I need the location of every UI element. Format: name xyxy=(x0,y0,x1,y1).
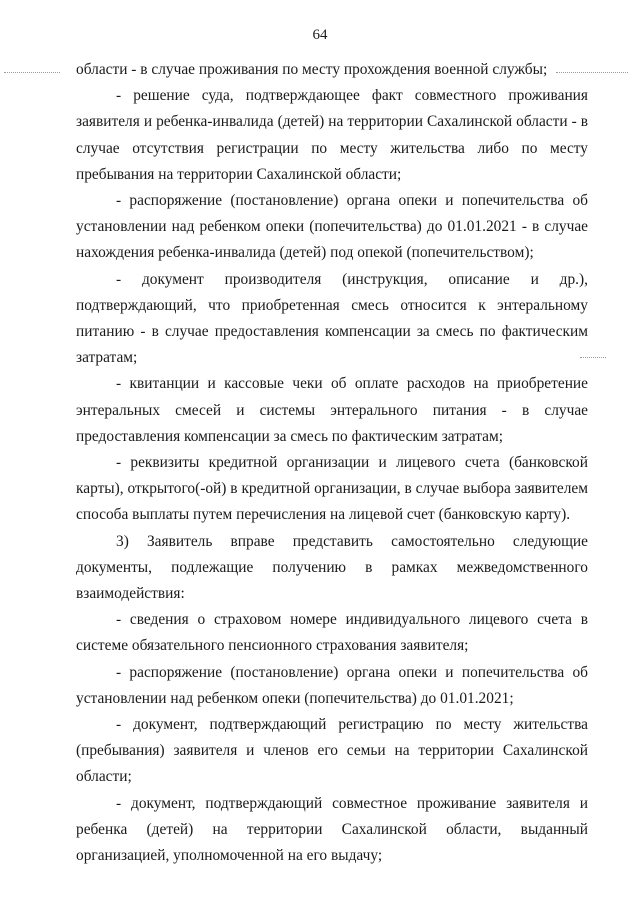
paragraph: 3) Заявитель вправе представить самостоятельно следующие документы, подлежащие получению в рамках межведомственного взаимодействия: xyxy=(76,532,588,603)
paragraph: - квитанции и кассовые чеки об оплате расходов на приобретение энтеральных смесей и системы энтерального питания - в случае предоставления компенсации за смесь по фактическим затратам; xyxy=(76,375,588,445)
paragraph: - сведения о страховом номере индивидуального лицевого счета в системе обязательного пенсионного страхования заявителя; xyxy=(76,611,588,655)
page-number: 64 xyxy=(312,27,328,43)
paragraph: - решение суда, подтверждающее факт совместного проживания заявителя и ребенка-инвалида (детей) на территории Сахалинской области - в случае отсутствия регистрации по месту жительства либо по месту пребывания на территории Сахалинской области; xyxy=(76,87,588,183)
paragraph: - документ, подтверждающий регистрацию по месту жительства (пребывания) заявителя и членов его семьи на территории Сахалинской области; xyxy=(76,716,588,786)
scan-artifact-left xyxy=(4,72,60,74)
paragraph: - распоряжение (постановление) органа опеки и попечительства об установлении над ребенком опеки (попечительства) до 01.01.2021; xyxy=(76,663,588,707)
paragraph: - документ производителя (инструкция, описание и др.), подтверждающий, что приобретенная смесь относится к энтеральному питанию - в случае предоставления компенсации за смесь по фактическим затратам; xyxy=(76,270,588,367)
paragraph: области - в случае проживания по месту прохождения военной службы; xyxy=(76,61,548,78)
paragraph: - распоряжение (постановление) органа опеки и попечительства об установлении над ребенком опеки (попечительства) до 01.01.2021 - в случае нахождения ребенка-инвалида (детей) под опекой (попечительством); xyxy=(76,192,588,262)
paragraph: - документ, подтверждающий совместное проживание заявителя и ребенка (детей) на территории Сахалинской области, выданный организацией, уполномоченной на его выдачу; xyxy=(76,794,588,865)
paragraph: - реквизиты кредитной организации и лицевого счета (банковской карты), открытого(-ой) в кредитной организации, в случае выбора заявителем способа выплаты путем перечисления на лицевой счет (банковскую карту). xyxy=(76,454,588,524)
document-body xyxy=(76,57,588,869)
